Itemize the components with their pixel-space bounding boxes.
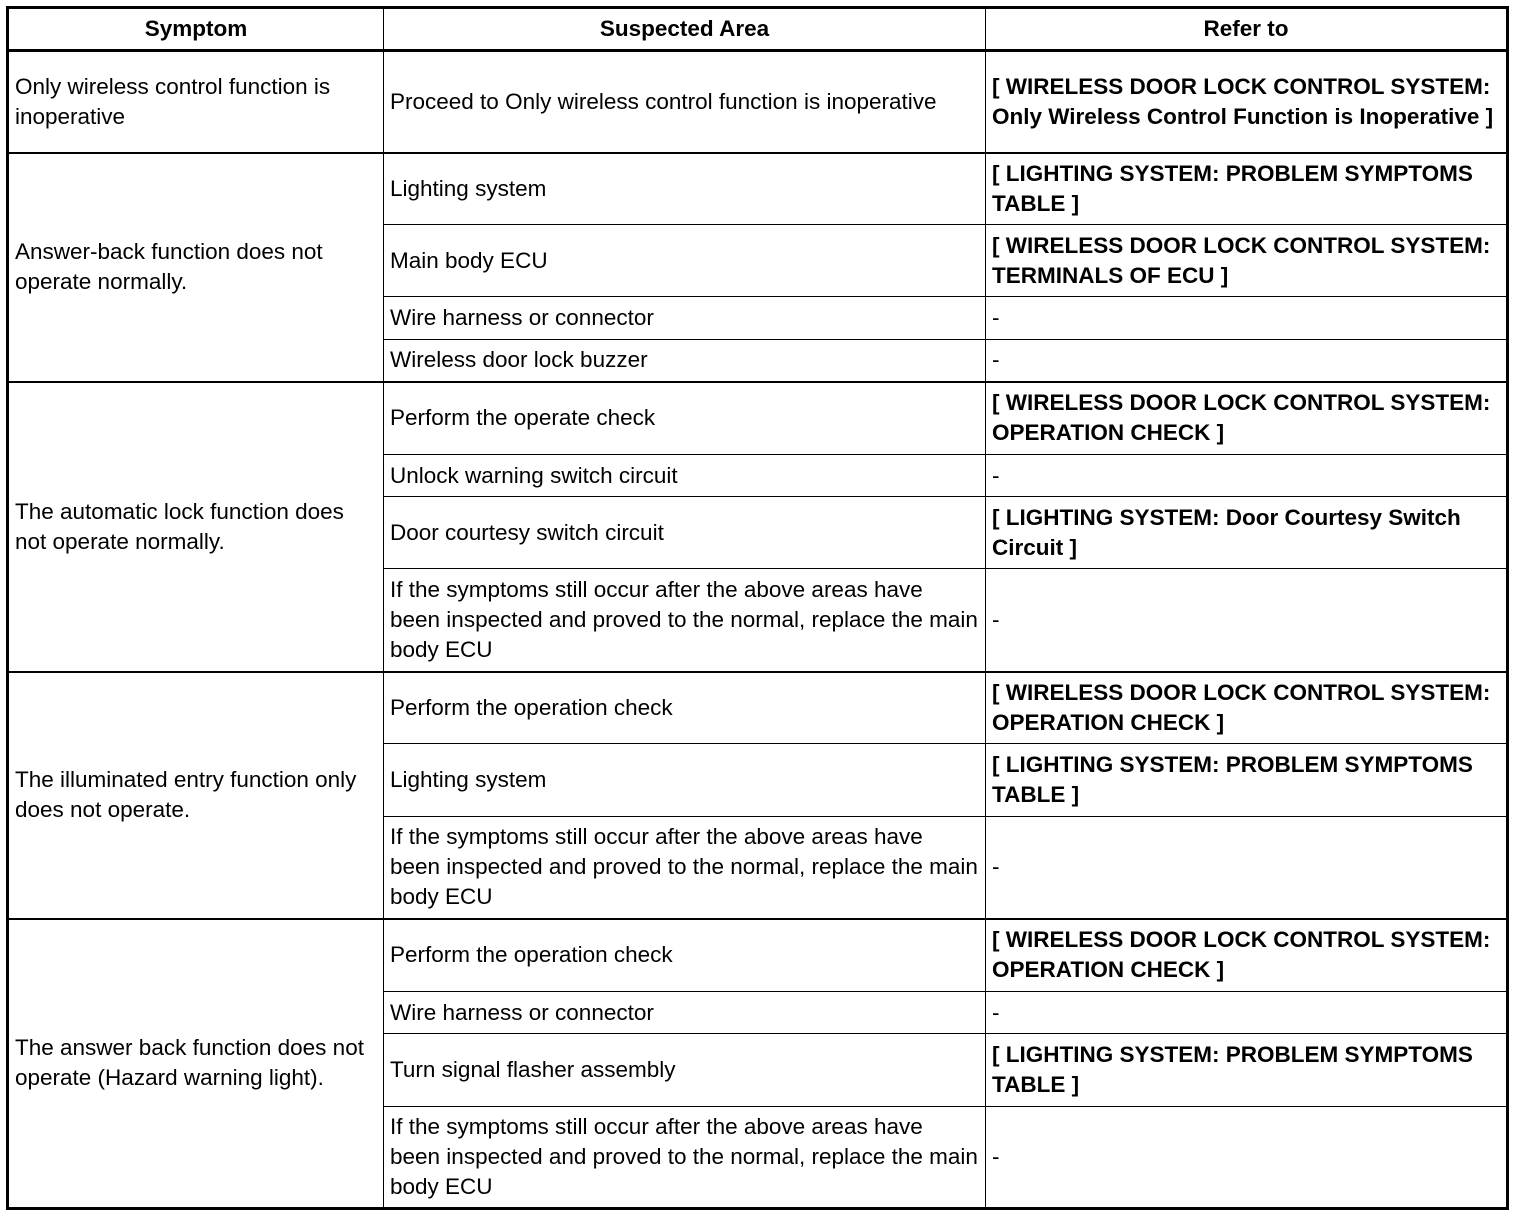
suspected-area-cell: Perform the operation check [384, 672, 986, 744]
suspected-area-cell: Lighting system [384, 744, 986, 817]
refer-to-cell: [ LIGHTING SYSTEM: Door Courtesy Switch Circuit ] [986, 497, 1508, 569]
table-row [8, 51, 1508, 153]
refer-to-cell: [ WIRELESS DOOR LOCK CONTROL SYSTEM: TERMINALS OF ECU ] [986, 225, 1508, 297]
header-symptom: Symptom [8, 8, 384, 51]
symptom-cell: The answer back function does not operate (Hazard warning light). [8, 919, 384, 1209]
refer-to-cell: - [986, 297, 1508, 340]
refer-to-cell: [ LIGHTING SYSTEM: PROBLEM SYMPTOMS TABLE ] [986, 153, 1508, 225]
refer-to-cell: [ LIGHTING SYSTEM: PROBLEM SYMPTOMS TABLE ] [986, 744, 1508, 817]
suspected-area-cell: Unlock warning switch circuit [384, 455, 986, 497]
table-row [8, 382, 1508, 455]
refer-to-cell: [ WIRELESS DOOR LOCK CONTROL SYSTEM: Only Wireless Control Function is Inoperative ] [986, 51, 1508, 153]
refer-to-cell: - [986, 569, 1508, 672]
suspected-area-cell: Turn signal flasher assembly [384, 1034, 986, 1107]
refer-to-cell: [ WIRELESS DOOR LOCK CONTROL SYSTEM: OPERATION CHECK ] [986, 919, 1508, 992]
table-row [8, 153, 1508, 225]
suspected-area-cell: Wire harness or connector [384, 297, 986, 340]
table-row [8, 919, 1508, 992]
symptom-cell: The automatic lock function does not operate normally. [8, 382, 384, 672]
suspected-area-cell: If the symptoms still occur after the above areas have been inspected and proved to the normal, replace the main body ECU [384, 817, 986, 919]
suspected-area-cell: If the symptoms still occur after the above areas have been inspected and proved to the normal, replace the main body ECU [384, 1107, 986, 1209]
header-refer-to: Refer to [986, 8, 1508, 51]
suspected-area-cell: Main body ECU [384, 225, 986, 297]
refer-to-cell: - [986, 992, 1508, 1034]
suspected-area-cell: Wireless door lock buzzer [384, 340, 986, 382]
refer-to-cell: [ LIGHTING SYSTEM: PROBLEM SYMPTOMS TABLE ] [986, 1034, 1508, 1107]
suspected-area-cell: Proceed to Only wireless control function is inoperative [384, 51, 986, 153]
refer-to-cell: - [986, 340, 1508, 382]
suspected-area-cell: Perform the operate check [384, 382, 986, 455]
refer-to-cell: - [986, 1107, 1508, 1209]
symptom-cell: Only wireless control function is inoperative [8, 51, 384, 153]
header-suspected-area: Suspected Area [384, 8, 986, 51]
suspected-area-cell: If the symptoms still occur after the above areas have been inspected and proved to the normal, replace the main body ECU [384, 569, 986, 672]
table-row [8, 672, 1508, 744]
problem-symptoms-table [6, 6, 1509, 1210]
suspected-area-cell: Lighting system [384, 153, 986, 225]
header-row [8, 8, 1508, 51]
suspected-area-cell: Perform the operation check [384, 919, 986, 992]
symptom-cell: Answer-back function does not operate normally. [8, 153, 384, 382]
refer-to-cell: - [986, 817, 1508, 919]
refer-to-cell: [ WIRELESS DOOR LOCK CONTROL SYSTEM: OPERATION CHECK ] [986, 672, 1508, 744]
symptom-cell: The illuminated entry function only does not operate. [8, 672, 384, 919]
refer-to-cell: [ WIRELESS DOOR LOCK CONTROL SYSTEM: OPERATION CHECK ] [986, 382, 1508, 455]
refer-to-cell: - [986, 455, 1508, 497]
suspected-area-cell: Wire harness or connector [384, 992, 986, 1034]
suspected-area-cell: Door courtesy switch circuit [384, 497, 986, 569]
